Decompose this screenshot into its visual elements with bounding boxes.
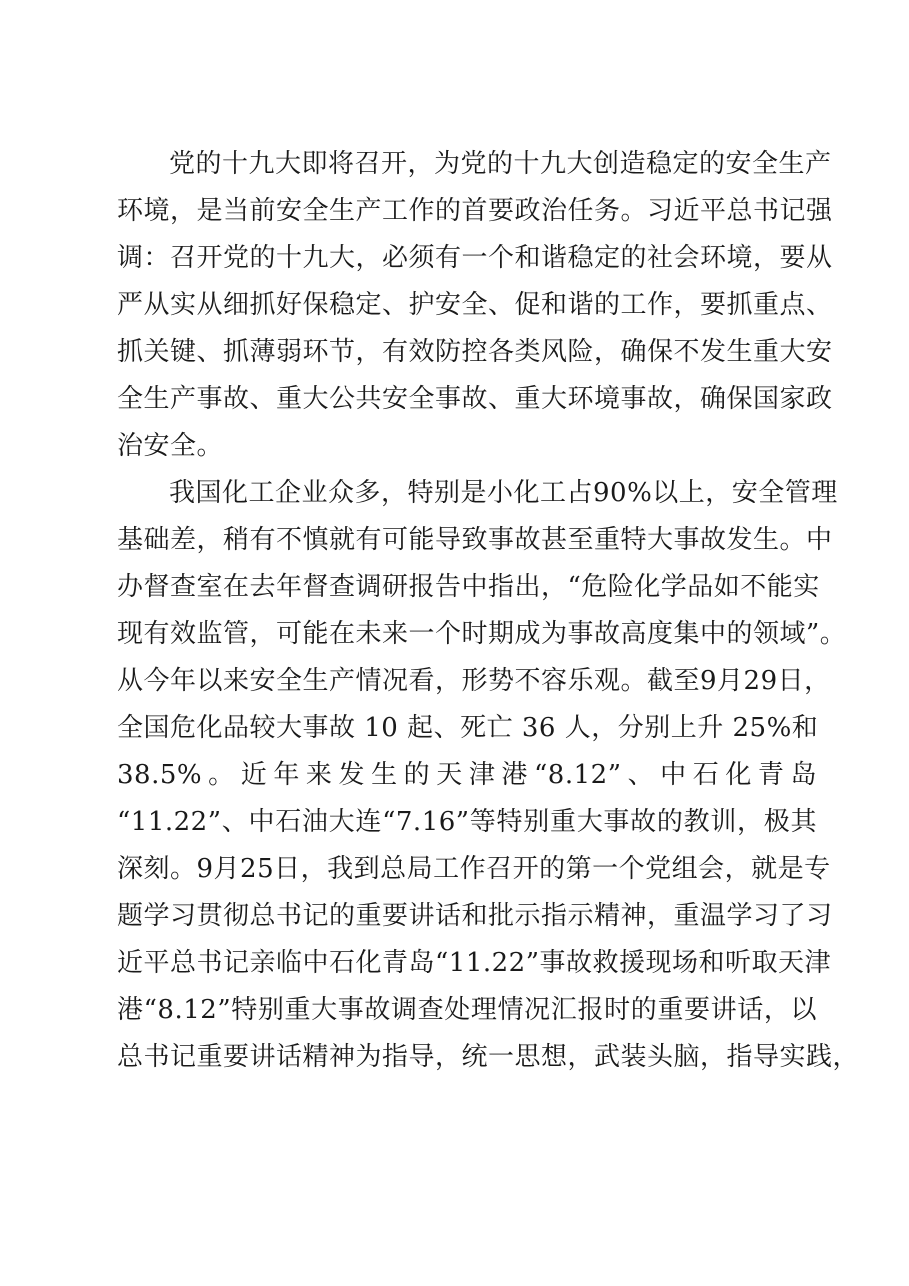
text-line: 深刻。9月25日，我到总局工作召开的第一个党组会，就是专	[117, 854, 831, 884]
text-line: “11.22”、中石油大连“7.16”等特别重大事故的教训，极其	[117, 807, 817, 837]
text-line: 全生产事故、重大公共安全事故、重大环境事故，确保国家政	[117, 384, 833, 414]
text-line: 总书记重要讲话精神为指导，统一思想，武装头脑，指导实践，	[117, 1042, 860, 1072]
text-line: 党的十九大即将召开，为党的十九大创造稳定的安全生产	[169, 149, 832, 179]
text-line: 环境，是当前安全生产工作的首要政治任务。习近平总书记强	[117, 196, 833, 226]
text-line: 我国化工企业众多，特别是小化工占90%以上，安全管理	[169, 478, 838, 508]
text-line: 抓关键、抓薄弱环节，有效防控各类风险，确保不发生重大安	[117, 337, 833, 367]
text-line: 现有效监管，可能在未来一个时期成为事故高度集中的领域”。	[117, 619, 847, 649]
text-line: 基础差，稍有不慎就有可能导致事故甚至重特大事故发生。中	[117, 525, 833, 555]
paragraph-2	[117, 470, 860, 1081]
text-line: 办督查室在去年督查调研报告中指出，“危险化学品如不能实	[117, 572, 820, 602]
text-line: 全国危化品较大事故 10 起、死亡 36 人，分别上升 25%和	[117, 713, 819, 743]
text-line: 题学习贯彻总书记的重要讲话和批示指示精神，重温学习了习	[117, 901, 833, 931]
text-line: 治安全。	[117, 431, 224, 461]
document-body	[117, 141, 860, 1081]
text-line: 严从实从细抓好保稳定、护安全、促和谐的工作，要抓重点、	[117, 290, 833, 320]
text-line: 港“8.12”特别重大事故调查处理情况汇报时的重要讲话，以	[117, 995, 817, 1025]
text-line: 从今年以来安全生产情况看，形势不容乐观。截至9月29日，	[117, 666, 831, 696]
text-line: 38.5%。近年来发生的天津港“8.12”、中石化青岛	[117, 760, 817, 790]
text-line: 近平总书记亲临中石化青岛“11.22”事故救援现场和听取天津	[117, 948, 832, 978]
text-line: 调：召开党的十九大，必须有一个和谐稳定的社会环境，要从	[117, 243, 833, 273]
paragraph-1	[117, 141, 833, 470]
